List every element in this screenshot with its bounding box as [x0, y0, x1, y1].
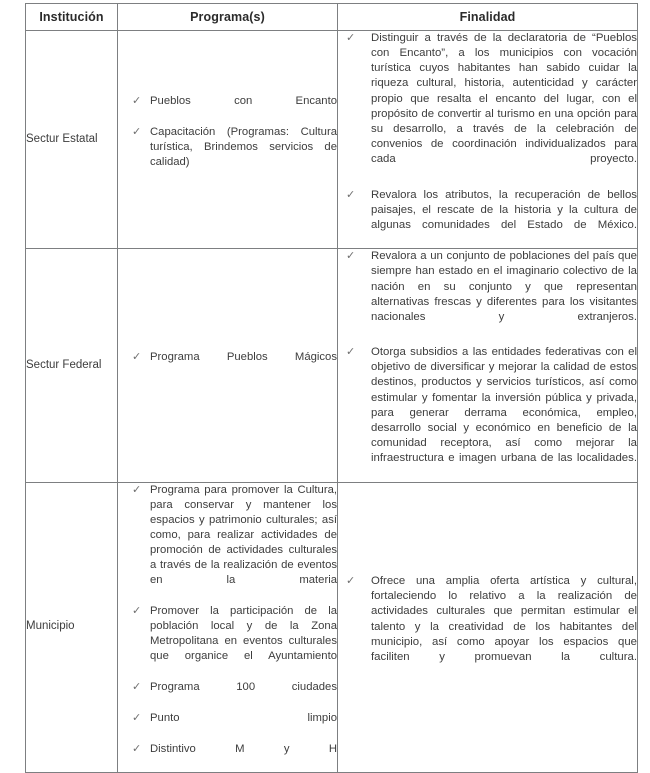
column-header-institucion: Institución — [26, 4, 118, 31]
list-item-text: Revalora a un conjunto de poblaciones del país que siempre han estado en el imaginario colectivo de la nación en su conjunto y que representan alternativas frescas y diferentes para los visitantes nacionales y extranjeros. — [371, 250, 637, 323]
check-icon: ✓ — [346, 32, 356, 44]
list-item-text: Capacitación (Programas: Cultura turística, Brindemos servicios de calidad) — [150, 126, 337, 169]
cell-institucion: Sectur Estatal — [26, 31, 118, 249]
cell-finalidad — [338, 31, 638, 249]
table-row — [26, 249, 638, 482]
check-icon: ✓ — [346, 250, 356, 263]
table-body — [26, 31, 638, 773]
list-item-text: Programa 100 ciudades — [150, 680, 337, 693]
cell-institucion: Sectur Federal — [26, 249, 118, 482]
programs-list — [118, 94, 337, 185]
cell-programas — [118, 249, 338, 482]
check-icon: ✓ — [346, 188, 356, 201]
check-icon: ✓ — [132, 95, 142, 108]
list-item — [338, 345, 637, 481]
check-icon: ✓ — [132, 680, 142, 693]
header-row — [26, 4, 638, 31]
list-item-text: Ofrece una amplia oferta artística y cultural, fortaleciendo lo relativo a la realización de actividades culturales que permitan estimular el talento y la creatividad de los habitantes del municipio, así como apoyar los espacios que faciliten y promuevan la cultura. — [371, 575, 637, 663]
list-item-text: Otorga subsidios a las entidades federativas con el objetivo de diversificar y mejorar la calidad de estos destinos, productos y servicios turísticos, así como estimular y fomentar la inversión pública y privada, para generar derrama económica, empleo, desarrollo social y económico en beneficio de la comunidad receptora, así como mejorar la infraestructura e imagen urbana de las localidades. — [371, 346, 637, 465]
list-item — [118, 350, 337, 380]
list-item — [118, 125, 337, 185]
cell-institucion: Municipio — [26, 482, 118, 772]
list-item-text: Revalora los atributos, la recuperación de bellos paisajes, el rescate de la historia y la cultura de algunas comunidades del Estado de México. — [371, 188, 637, 231]
table-row — [26, 482, 638, 772]
check-icon: ✓ — [132, 742, 142, 755]
column-header-finalidad: Finalidad — [338, 4, 638, 31]
check-icon: ✓ — [132, 483, 142, 496]
check-icon: ✓ — [132, 351, 142, 364]
list-item-text: Programa para promover la Cultura, para conservar y mantener los espacios y patrimonio culturales; así como, para realizar actividades de promoción de actividades culturales a través de la realización de eventos en la materia — [150, 483, 337, 586]
cell-programas — [118, 31, 338, 249]
finalidad-list — [338, 574, 637, 680]
cell-finalidad — [338, 249, 638, 482]
list-item — [118, 483, 337, 603]
finalidad-list — [338, 249, 637, 481]
list-item — [338, 31, 637, 183]
table-row — [26, 31, 638, 249]
list-item-text: Programa Pueblos Mágicos — [150, 351, 337, 364]
programs-table — [25, 3, 638, 773]
finalidad-list — [338, 31, 637, 248]
check-icon: ✓ — [132, 126, 142, 139]
check-icon: ✓ — [346, 346, 356, 359]
check-icon: ✓ — [132, 604, 142, 617]
check-icon: ✓ — [132, 711, 142, 724]
table-header — [26, 4, 638, 31]
list-item — [118, 604, 337, 679]
list-item — [118, 711, 337, 741]
list-item-text: Distinguir a través de la declaratoria de “Pueblos con Encanto”, a los municipios con vocación turística cuyos habitantes han sabido cuidar la riqueza cultural, historia, autenticidad y carácter propio que resalta el encanto del lugar, con el propósito de convertir al turismo en una opción para su desarrollo, a través de la celebración de convenios de coordinación individualizados para cada proyecto. — [371, 32, 637, 166]
cell-finalidad — [338, 482, 638, 772]
list-item-text: Promover la participación de la población local y de la Zona Metropolitana en eventos culturales que organice el Ayuntamiento — [150, 604, 337, 662]
list-item — [118, 742, 337, 772]
programs-list — [118, 483, 337, 772]
list-item — [338, 188, 637, 249]
column-header-programas: Programa(s) — [118, 4, 338, 31]
check-icon: ✓ — [346, 575, 356, 588]
list-item — [338, 249, 637, 340]
list-item-text: Distintivo M y H — [150, 742, 337, 755]
list-item-text: Pueblos con Encanto — [150, 95, 337, 108]
list-item-text: Punto limpio — [150, 711, 337, 724]
cell-programas — [118, 482, 338, 772]
programs-list — [118, 350, 337, 380]
list-item — [118, 94, 337, 124]
list-item — [338, 574, 637, 680]
list-item — [118, 680, 337, 710]
